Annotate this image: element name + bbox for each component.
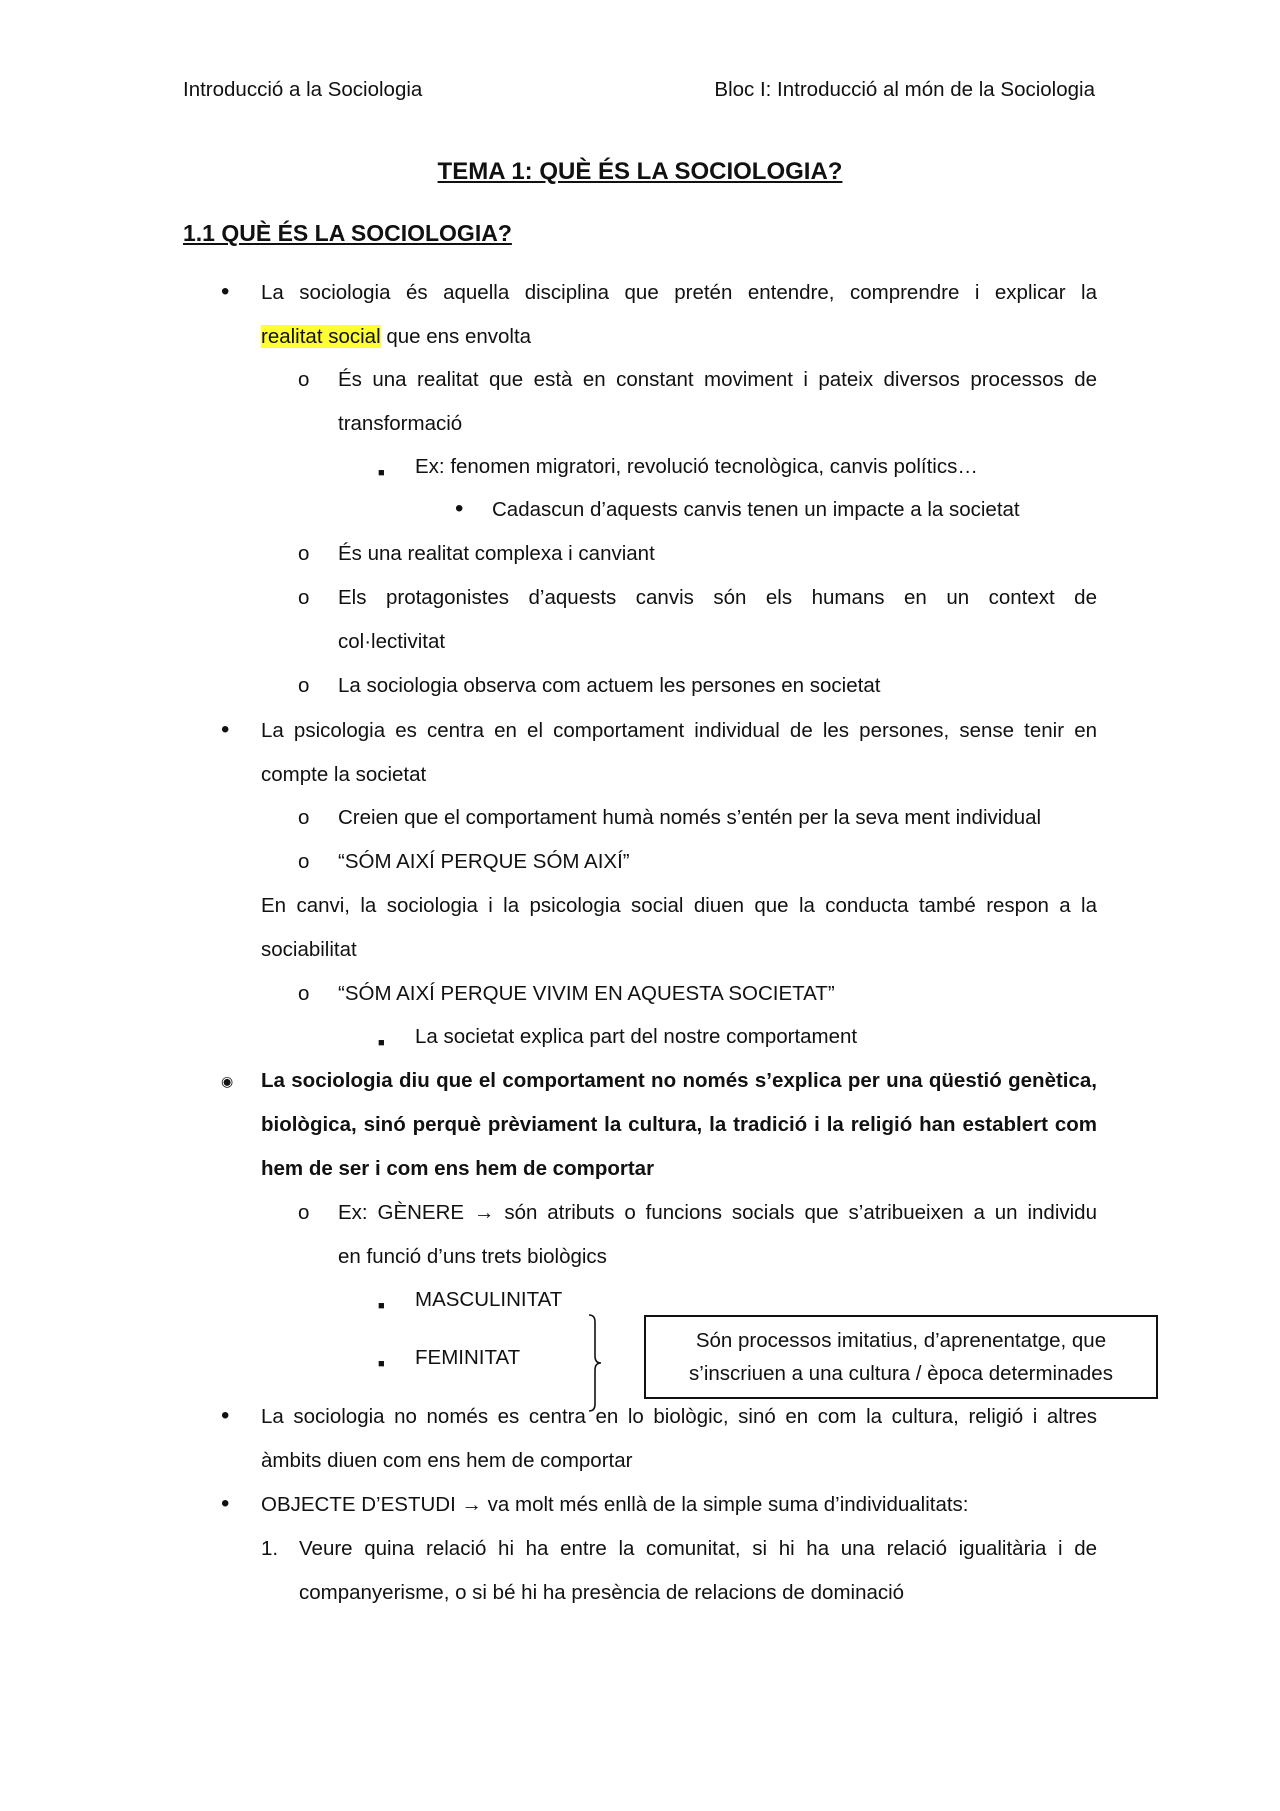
sub-bullet-marker: o xyxy=(298,586,310,609)
bullet-marker: • xyxy=(221,1402,230,1429)
bullet-marker: • xyxy=(221,1490,230,1517)
paragraph-line: La sociologia és aquella disciplina que pretén entendre, comprendre i explicar la xyxy=(261,281,1097,304)
sub-bullet-marker: o xyxy=(298,1201,310,1224)
paragraph-line: OBJECTE D’ESTUDI → va molt més enllà de la simple suma d’individualitats: xyxy=(261,1493,969,1516)
list-item-line: Els protagonistes d’aquests canvis són els humans en un context de xyxy=(338,586,1097,609)
list-item-line: Ex: GÈNERE → són atributs o funcions socials que s’atribueixen a un individu xyxy=(338,1201,1097,1224)
list-item: És una realitat complexa i canviant xyxy=(338,542,655,565)
sub-bullet-marker: o xyxy=(298,982,310,1005)
numbered-item-line: Veure quina relació hi ha entre la comunitat, si hi ha una relació igualitària i de xyxy=(299,1537,1097,1560)
numbered-item-line: companyerisme, o si bé hi ha presència de relacions de dominació xyxy=(299,1581,905,1604)
square-bullet-marker: ■ xyxy=(378,1037,385,1049)
list-item-line: col·lectivitat xyxy=(338,630,446,653)
square-bullet-marker: ■ xyxy=(378,1300,385,1312)
header-left: Introducció a la Sociologia xyxy=(183,78,423,101)
paragraph-line xyxy=(261,325,531,349)
paragraph-line: àmbits diuen com ens hem de comportar xyxy=(261,1449,633,1472)
sub-bullet-marker: o xyxy=(298,850,310,873)
list-item: “SÓM AIXÍ PERQUE VIVIM EN AQUESTA SOCIETAT” xyxy=(338,982,835,1005)
header-right: Bloc I: Introducció al món de la Sociologia xyxy=(714,78,1095,101)
sub-bullet-marker: o xyxy=(298,674,310,697)
square-bullet-marker: ■ xyxy=(378,1358,385,1370)
list-item-line: en funció d’uns trets biològics xyxy=(338,1245,607,1268)
callout-box xyxy=(644,1315,1158,1399)
list-item: Cadascun d’aquests canvis tenen un impacte a la societat xyxy=(492,498,1020,521)
highlighted-text: realitat social xyxy=(261,325,381,348)
paragraph-line: La sociologia no només es centra en lo biològic, sinó en com la cultura, religió i altres xyxy=(261,1405,1097,1428)
bullet-marker: • xyxy=(221,278,230,305)
list-item: La societat explica part del nostre comportament xyxy=(415,1025,858,1048)
paragraph-line: La sociologia diu que el comportament no només s’explica per una qüestió genètica, xyxy=(261,1069,1097,1092)
page-title: TEMA 1: QUÈ ÉS LA SOCIOLOGIA? xyxy=(437,158,843,185)
section-title: 1.1 QUÈ ÉS LA SOCIOLOGIA? xyxy=(183,220,512,246)
paragraph-line: sociabilitat xyxy=(261,938,357,961)
list-item-line: transformació xyxy=(338,412,463,435)
bullet-marker: • xyxy=(455,495,464,522)
paragraph-line: hem de ser i com ens hem de comportar xyxy=(261,1157,655,1180)
list-item: Creien que el comportament humà només s’entén per la seva ment individual xyxy=(338,806,1042,829)
right-brace-icon xyxy=(588,1314,602,1412)
list-item: Ex: fenomen migratori, revolució tecnològica, canvis polítics… xyxy=(415,455,978,478)
callout-line: s’inscriuen a una cultura / època determinades xyxy=(689,1362,1113,1385)
paragraph-line: En canvi, la sociologia i la psicologia social diuen que la conducta també respon a la xyxy=(261,894,1097,917)
list-item: La sociologia observa com actuem les persones en societat xyxy=(338,674,881,697)
list-item: “SÓM AIXÍ PERQUE SÓM AIXÍ” xyxy=(338,850,630,873)
bullet-marker: ◉ xyxy=(221,1073,234,1089)
paragraph-line: biològica, sinó perquè prèviament la cultura, la tradició i la religió han establert com xyxy=(261,1113,1097,1136)
sub-bullet-marker: o xyxy=(298,542,310,565)
bullet-marker: • xyxy=(221,716,230,743)
square-bullet-marker: ■ xyxy=(378,467,385,479)
sub-bullet-marker: o xyxy=(298,368,310,391)
callout-line: Són processos imitatius, d’aprenentatge, que xyxy=(695,1329,1107,1352)
paragraph-line: compte la societat xyxy=(261,763,427,786)
sub-bullet-marker: o xyxy=(298,806,310,829)
list-item: FEMINITAT xyxy=(415,1346,521,1369)
list-item: MASCULINITAT xyxy=(415,1288,563,1311)
paragraph-text: que ens envolta xyxy=(380,325,532,348)
list-item-line: És una realitat que està en constant moviment i pateix diversos processos de xyxy=(338,368,1097,391)
paragraph-line: La psicologia es centra en el comportament individual de les persones, sense tenir en xyxy=(261,719,1097,742)
number-marker: 1. xyxy=(261,1537,279,1560)
